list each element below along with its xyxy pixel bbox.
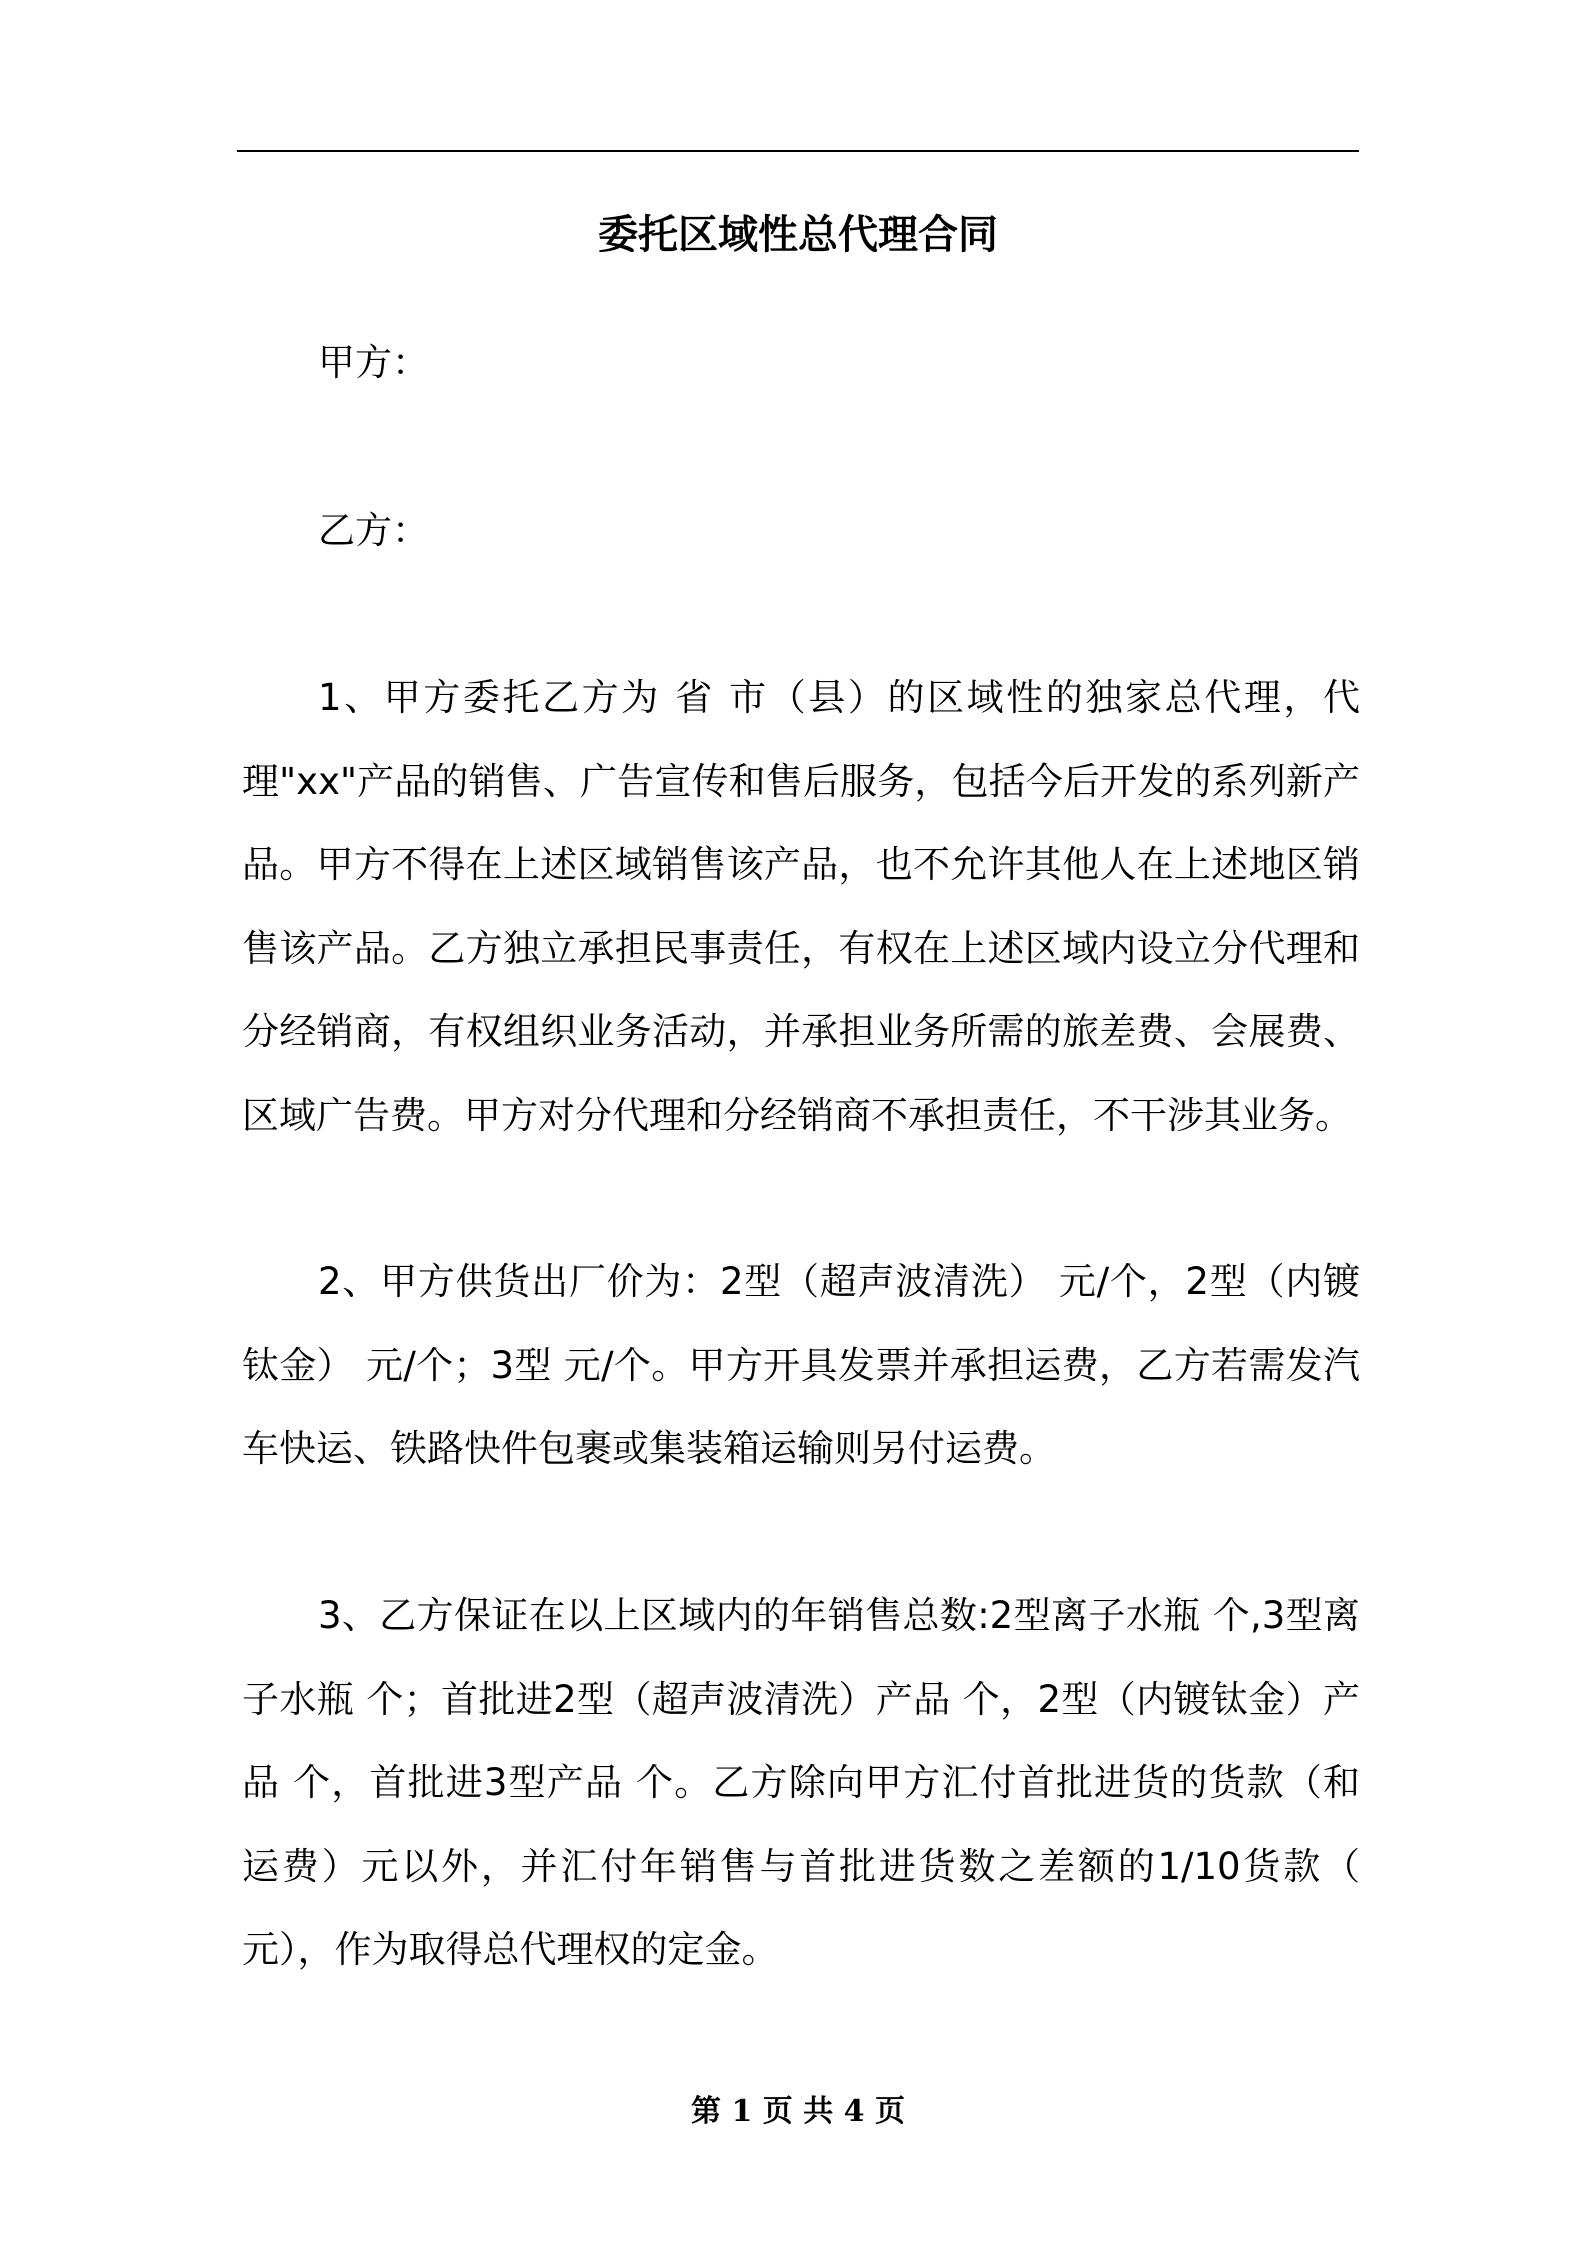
party-a-label: 甲方： [318,341,429,384]
clause-2: 2、甲方供货出厂价为：2型（超声波清洗） 元/个，2型（内镀钛金） 元/个；3型 元/个。甲方开具发票并承担运费，乙方若需发汽车快运、铁路快件包裹或集装箱运输则另付运费。 [242,1260,1360,1470]
party-b-label: 乙方： [318,509,429,552]
clause-3: 3、乙方保证在以上区域内的年销售总数:2型离子水瓶 个,3型离子水瓶 个；首批进2型（超声波清洗）产品 个，2型（内镀钛金）产品 个，首批进3型产品 个。乙方除向甲方汇付首批进货的货款（和运费）元以外，并汇付年销售与首批进货数之差额的1/10货款（ 元），作为取得总代理权的定金。 [242,1594,1360,1971]
header-rule [237,150,1359,152]
clause-1: 1、甲方委托乙方为 省 市（县）的区域性的独家总代理，代理"xx"产品的销售、广告宣传和售后服务，包括今后开发的系列新产品。甲方不得在上述区域销售该产品，也不允许其他人在上述地区销售该产品。乙方独立承担民事责任，有权在上述区域内设立分代理和分经销商，有权组织业务活动，并承担业务所需的旅差费、会展费、区域广告费。甲方对分代理和分经销商不承担责任，不干涉其业务。 [242,676,1360,1137]
page-indicator: 第 1 页 共 4 页 [691,2094,905,2129]
document-title: 委托区域性总代理合同 [598,212,998,258]
